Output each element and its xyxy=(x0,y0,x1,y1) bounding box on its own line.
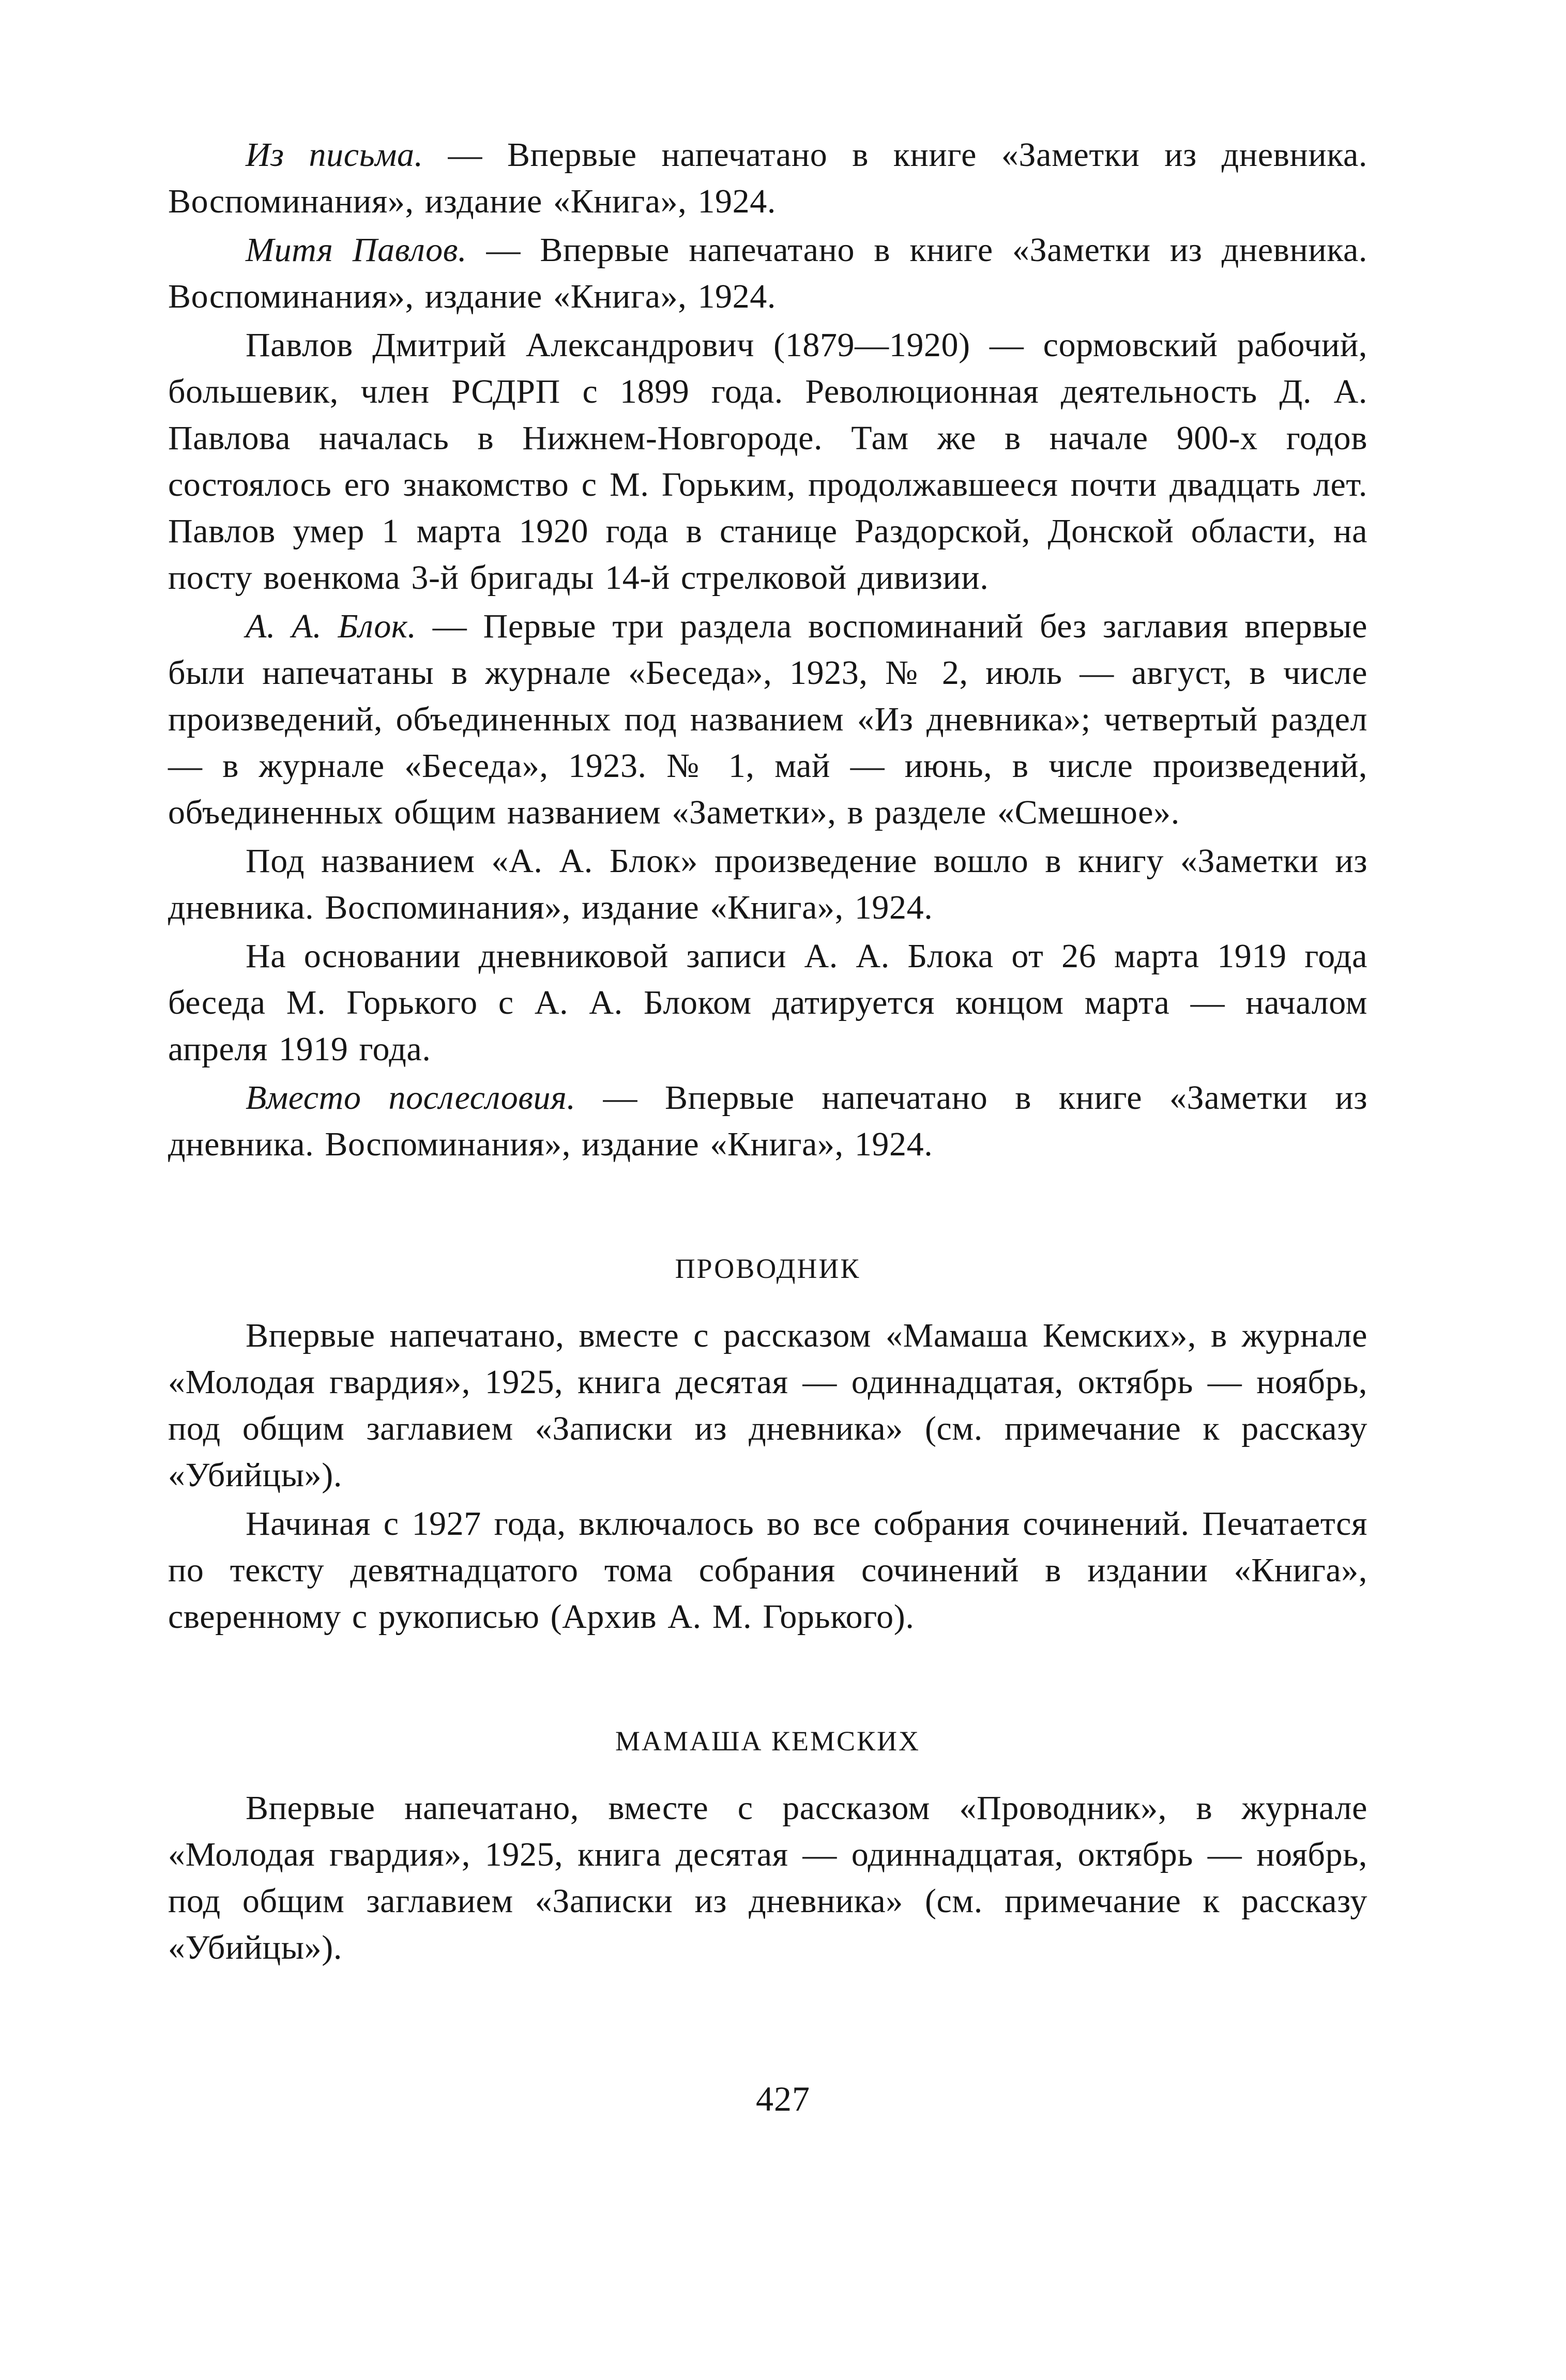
note-text: На основании дневниковой записи А. А. Блока от 26 марта 1919 года беседа М. Горького с А. А. Блоком датируется концом марта — началом апреля 1919 года. xyxy=(168,937,1367,1068)
note-pavlov-biography xyxy=(168,322,1367,601)
note-title: Митя Павлов. xyxy=(246,231,467,269)
note-text: Павлов Дмитрий Александрович (1879—1920) — сормовский рабочий, большевик, член РСДРП с 1899 года. Революционная деятельность Д. А. Павлова началась в Нижнем-Новгороде. Там же в начале 900-х годов состоялось его знакомство с М. Горьким, продолжавшееся почти двадцать лет. Павлов умер 1 марта 1920 года в станице Раздорской, Донской области, на посту военкома 3-й бригады 14-й стрелковой дивизии. xyxy=(168,326,1367,597)
note-text: — Впервые напечатано в книге «Заметки из дневника. Воспоминания», издание «Книга», 1924. xyxy=(168,136,1367,220)
note-iz-pisma xyxy=(168,132,1367,225)
note-text: — Впервые напечатано в книге «Заметки из дневника. Воспоминания», издание «Книга», 1924. xyxy=(168,1079,1367,1163)
note-text: Под названием «А. А. Блок» произведение вошло в книгу «Заметки из дневника. Воспоминания», издание «Книга», 1924. xyxy=(168,842,1367,926)
section-heading-provodnik: ПРОВОДНИК xyxy=(675,1253,861,1284)
note-text: — Впервые напечатано в книге «Заметки из дневника. Воспоминания», издание «Книга», 1924. xyxy=(168,231,1367,315)
note-afterword xyxy=(168,1075,1367,1168)
page-number: 427 xyxy=(756,2079,810,2118)
note-text: — Первые три раздела воспоминаний без заглавия впервые были напечатаны в журнале «Беседа», 1923, № 2, июль — август, в числе произведений, объединенных под названием «Из дневника»; четвертый раздел — в журнале «Беседа», 1923. № 1, май — июнь, в числе произведений, объединенных общим названием «Заметки», в разделе «Смешное». xyxy=(168,607,1367,831)
provodnik-paragraph: Начиная с 1927 года, включалось во все собрания сочинений. Печатается по тексту девятнадцатого тома собрания сочинений в издании «Книга», сверенному с рукописью (Архив А. М. Горького). xyxy=(168,1505,1367,1636)
note-title: Из письма. xyxy=(246,136,423,174)
section-heading-mamasha: МАМАША КЕМСКИХ xyxy=(615,1726,921,1757)
note-title: Вместо послесловия. xyxy=(246,1079,576,1117)
note-blok-dating xyxy=(168,933,1367,1073)
provodnik-paragraph: Впервые напечатано, вместе с рассказом «Мамаша Кемских», в журнале «Молодая гвардия», 1925, книга десятая — одиннадцатая, октябрь — ноябрь, под общим заглавием «Записки из дневника» (см. примечание к рассказу «Убийцы»). xyxy=(168,1317,1367,1494)
note-title: А. А. Блок. xyxy=(246,607,417,645)
note-mitya-pavlov xyxy=(168,227,1367,320)
mamasha-paragraph: Впервые напечатано, вместе с рассказом «Проводник», в журнале «Молодая гвардия», 1925, книга десятая — одиннадцатая, октябрь — ноябрь, под общим заглавием «Записки из дневника» (см. примечание к рассказу «Убийцы»). xyxy=(168,1789,1367,1966)
note-blok xyxy=(168,603,1367,836)
note-blok-book xyxy=(168,838,1367,931)
page-body xyxy=(168,132,1367,1973)
